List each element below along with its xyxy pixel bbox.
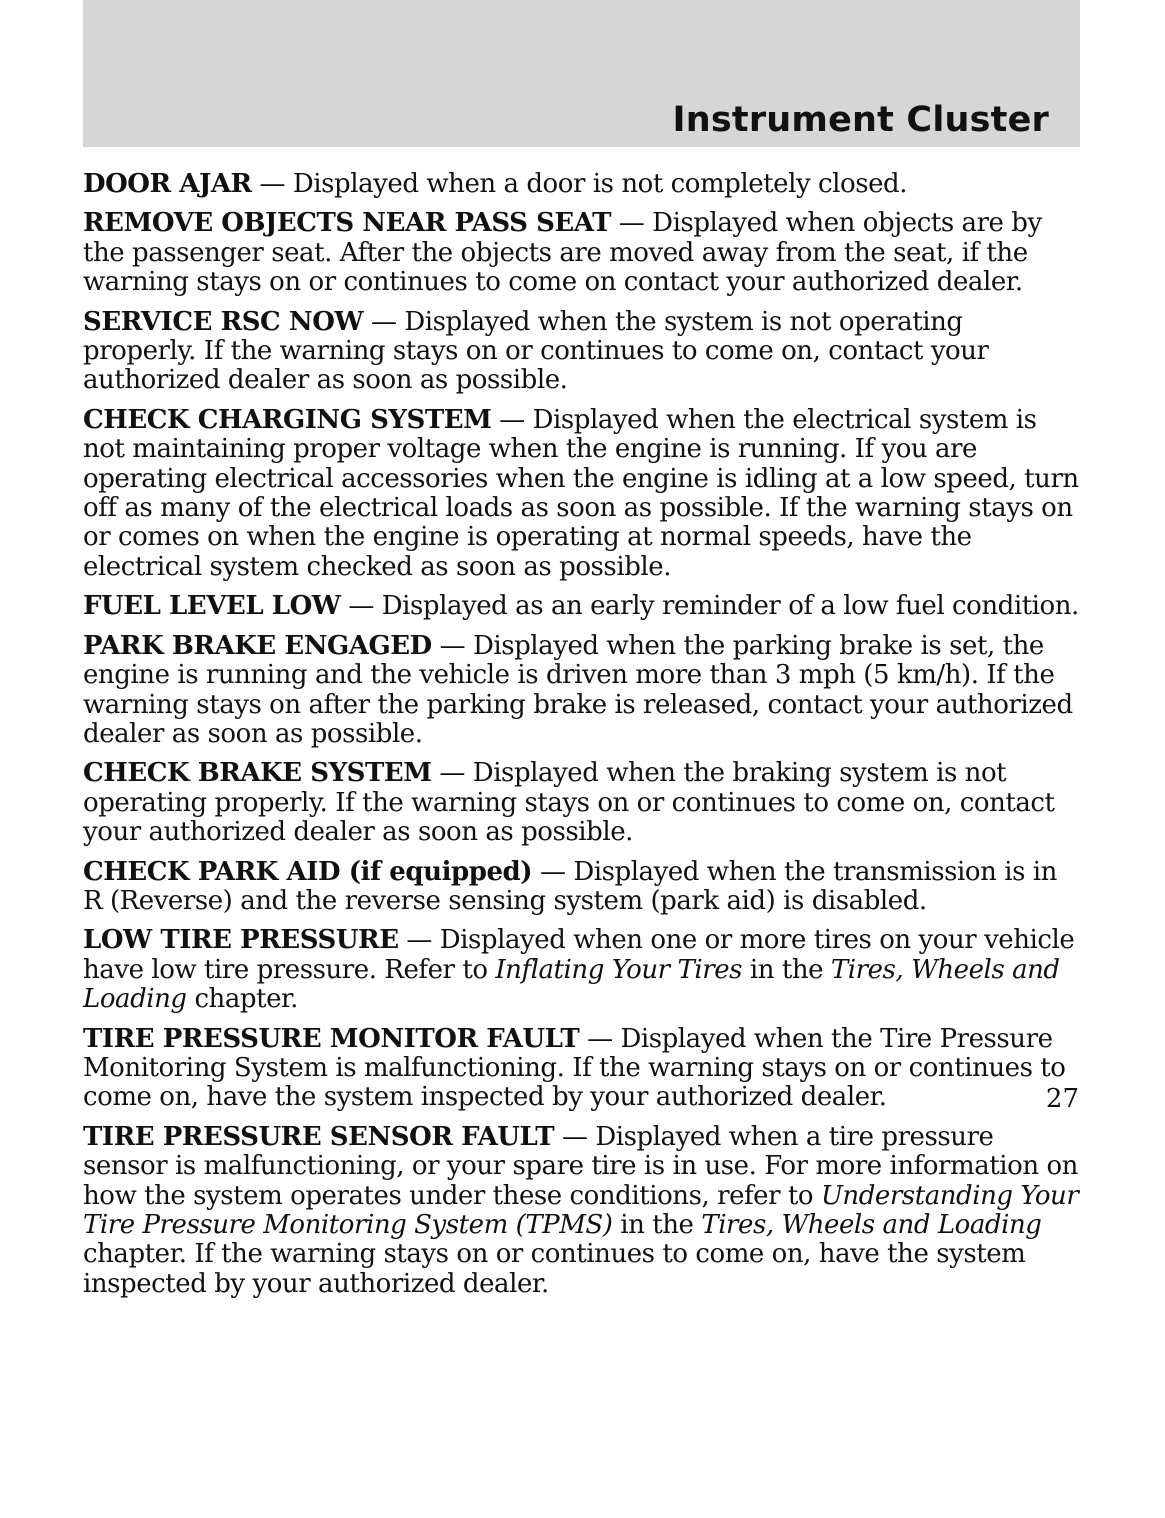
message-description: chapter. If the warning stays on or continues to come on, have the system inspected by your authorized dealer. xyxy=(83,1239,1026,1299)
em-dash: — xyxy=(554,1121,596,1152)
message-description: Displayed when a door is not completely closed. xyxy=(292,169,908,199)
message-description: Displayed when the Tire Pressure Monitoring System is malfunctioning. If the warning stays on or continues to come on, have the system inspected by your authorized dealer. xyxy=(83,1023,1066,1113)
message-description: in the xyxy=(612,1210,702,1240)
em-dash: — xyxy=(579,1023,621,1054)
message-check-brake xyxy=(83,759,1083,847)
message-term: CHECK PARK AID (if equipped) xyxy=(83,856,533,887)
header-band xyxy=(83,0,1080,147)
message-description: Displayed when the system is not operating properly. If the warning stays on or continues to come on, contact your authorized dealer as soon as possible. xyxy=(83,306,989,396)
message-low-tire-pressure xyxy=(83,926,1083,1014)
message-term: SERVICE RSC NOW xyxy=(83,306,364,337)
page-number: 27 xyxy=(1045,1084,1079,1114)
em-dash: — xyxy=(431,758,473,789)
em-dash: — xyxy=(340,591,382,622)
message-term: CHECK CHARGING SYSTEM xyxy=(83,404,492,435)
message-description: Displayed when the braking system is not operating properly. If the warning stays on or continues to come on, contact your authorized dealer as soon as possible. xyxy=(83,758,1055,848)
message-term: TIRE PRESSURE MONITOR FAULT xyxy=(83,1023,580,1054)
message-term: REMOVE OBJECTS NEAR PASS SEAT xyxy=(83,208,611,239)
chapter-reference: Tires, Wheels and Loading xyxy=(83,954,1060,1015)
chapter-reference: Tires, Wheels and Loading xyxy=(701,1210,1042,1240)
message-description: Displayed when a tire pressure sensor is malfunctioning, or your spare tire is in use. For more information on how the system operates under these conditions, refer to xyxy=(83,1121,1078,1211)
message-tpms-fault xyxy=(83,1025,1083,1113)
em-dash: — xyxy=(398,925,440,956)
message-term: DOOR AJAR xyxy=(83,169,252,199)
message-check-park-aid xyxy=(83,858,1083,917)
message-fuel-level-low xyxy=(83,592,1083,621)
message-description: Displayed when the electrical system is not maintaining proper voltage when the engine is running. If you are operating electrical accessories when the engine is idling at a low speed, turn off as many of the electrical loads as soon as possible. If the warning stays on or comes on when the engine is operating at normal speeds, have the electrical system checked as soon as possible. xyxy=(83,404,1079,582)
em-dash: — xyxy=(610,208,653,239)
message-description: chapter. xyxy=(186,984,298,1015)
message-service-rsc xyxy=(83,308,1083,396)
em-dash: — xyxy=(363,306,405,337)
message-park-brake xyxy=(83,632,1083,750)
message-door-ajar xyxy=(83,170,1083,199)
message-description: Displayed as an early reminder of a low fuel condition. xyxy=(381,591,1079,622)
page-title: Instrument Cluster xyxy=(672,100,1049,140)
em-dash: — xyxy=(491,404,533,435)
message-list xyxy=(83,170,1083,1309)
message-term: CHECK BRAKE SYSTEM xyxy=(83,758,432,789)
chapter-reference: Understanding Your Tire Pressure Monitoring System (TPMS) xyxy=(83,1180,1079,1240)
message-term: PARK BRAKE ENGAGED xyxy=(83,630,432,661)
message-remove-objects xyxy=(83,209,1083,297)
message-description: in the xyxy=(742,954,831,985)
message-tire-sensor-fault xyxy=(83,1123,1083,1299)
message-description: Displayed when the transmission is in R (Reverse) and the reverse sensing system (park aid) is disabled. xyxy=(83,856,1057,916)
message-description: Displayed when the parking brake is set, the engine is running and the vehicle is driven more than 3 mph (5 km/h). If the warning stays on after the parking brake is released, contact your authorized dealer as soon as possible. xyxy=(83,630,1073,749)
message-description: Displayed when objects are by the passenger seat. After the objects are moved away from the seat, if the warning stays on or continues to come on contact your authorized dealer. xyxy=(83,208,1042,298)
message-description: Displayed when one or more tires on your vehicle have low tire pressure. Refer to xyxy=(83,925,1075,985)
message-term: LOW TIRE PRESSURE xyxy=(83,925,399,956)
message-term: FUEL LEVEL LOW xyxy=(83,591,341,622)
message-check-charging xyxy=(83,406,1083,582)
em-dash: — xyxy=(251,169,293,199)
em-dash: — xyxy=(431,630,473,661)
chapter-reference: Inflating Your Tires xyxy=(495,954,743,985)
em-dash: — xyxy=(532,856,574,887)
message-term: TIRE PRESSURE SENSOR FAULT xyxy=(83,1121,555,1152)
